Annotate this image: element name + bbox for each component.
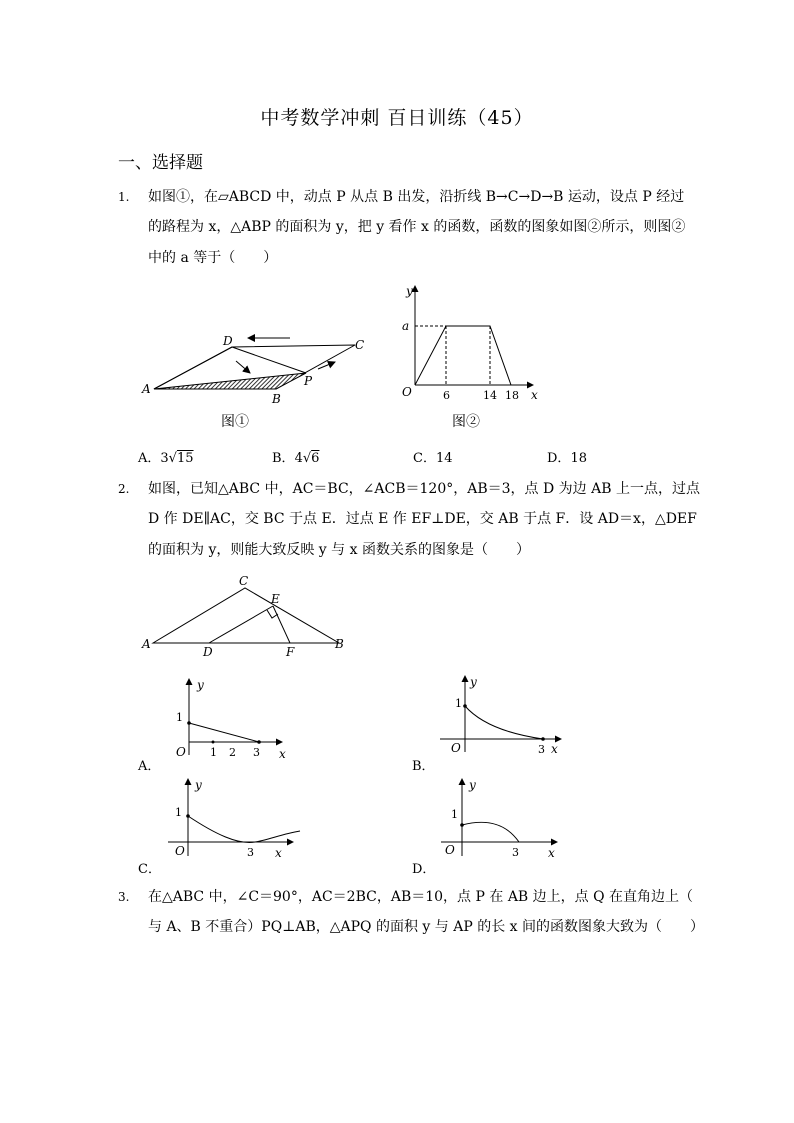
graph-c-x: x [275,846,282,860]
tri-label-c: C [239,574,249,588]
graph-b-y: y [470,675,477,689]
fig2-origin: O [402,385,412,399]
fig2-tick-6: 6 [443,389,450,402]
fig2-y-label: y [406,284,413,298]
graph-a-one: 1 [176,711,183,724]
graph-c-y: y [195,778,202,792]
q2-option-a-letter: A． [138,759,161,774]
q1-option-c [413,447,453,466]
option-letter: B． [272,451,295,466]
q2-triangle-figure [135,572,355,662]
option-letter: A． [138,451,161,466]
graph-a-tick-1: 1 [210,746,217,759]
graph-a-origin: O [176,745,186,759]
graph-a-tick-3: 3 [253,746,260,759]
label-a: A [142,382,151,396]
q1-number: 1. [118,190,130,204]
page-title: 中考数学冲刺 百日训练（45） [260,107,534,129]
graph-c-one: 1 [175,806,182,819]
sqrt-symbol: √ [168,451,177,466]
q2-line-3: 的面积为 y，则能大致反映 y 与 x 函数关系的图象是（ ） [148,542,530,558]
tri-label-f: F [286,645,295,659]
option-letter: D． [547,451,571,466]
q2-graph-a [160,675,300,763]
graph-d-y: y [469,778,476,792]
tri-label-a: A [142,637,151,651]
graph-a-y: y [197,678,204,692]
q2-option-b-letter: B． [412,759,435,774]
fig2-x-label: x [531,388,538,402]
arrow-p [318,362,335,369]
fig2-a-label: a [402,319,410,333]
label-b: B [272,392,281,405]
graph-d-origin: O [445,843,455,857]
label-d: D [223,334,233,348]
q2-line-2: D 作 DE∥AC，交 BC 于点 E．过点 E 作 EF⊥DE，交 AB 于点 F．设 AD＝x，△DEF [148,511,697,527]
graph-b-one: 1 [455,697,462,710]
q3-line-1: 在△ABC 中，∠C＝90°，AC＝2BC，AB＝10，点 P 在 AB 边上，点 Q 在直角边上（ [148,889,694,905]
graph-b-origin: O [451,741,461,755]
graph-d-one: 1 [451,808,458,821]
q1-figure-2 [395,280,545,405]
q1-line-3: 中的 a 等于（ ） [148,250,278,266]
q1-option-a [138,447,194,466]
tri-label-d: D [203,645,213,659]
q3-line-2: 与 A、B 不重合）PQ⊥AB，△APQ 的面积 y 与 AP 的长 x 间的函数图象大致为（ ） [148,919,705,935]
q2-option-c-letter: C． [138,862,161,877]
tri-label-b: B [335,637,344,651]
q2-line-1: 如图，已知△ABC 中，AC＝BC，∠ACB＝120°，AB＝3，点 D 为边 AB 上一点，过点 [148,481,700,497]
q1-figure-1-caption: 图① [221,414,249,430]
q2-graph-c [160,776,310,862]
option-value: 14 [435,451,453,466]
q1-figure-1 [130,325,380,405]
graph-trapezoid [415,326,511,385]
fig2-tick-14: 14 [483,389,497,402]
graph-a-tick-2: 2 [229,746,236,759]
option-letter: C． [413,451,436,466]
q2-option-d-letter: D． [412,862,436,877]
label-c: C [355,338,365,352]
sqrt-symbol: √ [302,451,312,466]
q2-number: 2. [118,482,130,496]
q2-graph-d [435,776,565,862]
graph-c-origin: O [175,844,185,858]
section-heading: 一、选择题 [118,153,203,173]
option-coef: 4 [294,451,303,466]
option-value: 18 [570,451,587,466]
arrow-d-to-b [236,361,250,373]
q1-figure-2-caption: 图② [452,414,480,430]
q1-option-b [272,447,319,466]
q2-graph-b [435,673,570,758]
graph-c-tick-3: 3 [247,846,254,859]
option-radicand: 6 [311,451,320,466]
option-coef: 3 [160,451,169,466]
tri-label-e: E [271,592,280,606]
option-radicand: 15 [176,451,194,466]
graph-d-x: x [548,846,555,860]
graph-b-x: x [551,742,558,756]
q1-line-1: 如图①，在▱ABCD 中，动点 P 从点 B 出发，沿折线 B→C→D→B 运动，设点 P 经过 [148,189,685,205]
graph-b-tick-3: 3 [538,743,545,756]
q1-line-2: 的路程为 x，△ABP 的面积为 y，把 y 看作 x 的函数，函数的图象如图②所示，则图② [148,219,686,235]
q3-number: 3. [118,890,130,904]
shaded-triangle-abp [154,373,306,389]
fig2-tick-18: 18 [505,389,519,402]
label-p: P [304,374,313,388]
graph-d-tick-3: 3 [512,846,519,859]
q1-option-d [547,447,587,466]
graph-a-x: x [279,747,286,761]
